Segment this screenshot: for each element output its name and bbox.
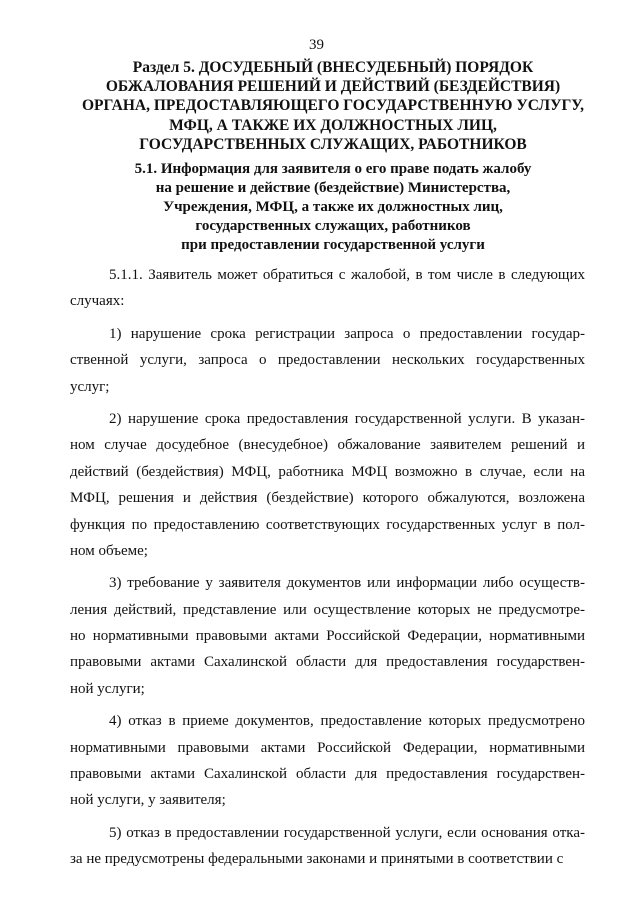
paragraph-line: за не предусмотрены федеральными законами и принятыми в соответствии с: [70, 851, 564, 868]
section-heading-line: ОБЖАЛОВАНИЯ РЕШЕНИЙ И ДЕЙСТВИЙ (БЕЗДЕЙСТВИЯ): [105, 78, 561, 96]
section-heading-line: Раздел 5. ДОСУДЕБНЫЙ (ВНЕСУДЕБНЫЙ) ПОРЯДОК: [132, 59, 534, 76]
subsection-heading-line: на решение и действие (бездействие) Министерства,: [155, 180, 511, 196]
section-heading-line: ОРГАНА, ПРЕДОСТАВЛЯЮЩЕГО ГОСУДАРСТВЕННУЮ УСЛУГУ,: [81, 97, 585, 115]
paragraph-line: случаях:: [70, 293, 125, 310]
document-body: [70, 262, 585, 873]
paragraph-line: правовыми актами Сахалинской области для предоставления государствен-: [70, 654, 585, 671]
paragraph: [70, 262, 585, 315]
paragraph-line: 1) нарушение срока регистрации запроса о предоставлении государ-: [109, 325, 585, 342]
paragraph-line: 3) требование у заявителя документов или информации либо осуществ-: [109, 575, 585, 592]
subsection-heading-line: при предоставлении государственной услуги: [181, 237, 485, 253]
section-heading-line: ГОСУДАРСТВЕННЫХ СЛУЖАЩИХ, РАБОТНИКОВ: [139, 135, 527, 153]
subsection-heading: [80, 160, 586, 255]
subsection-heading-line: 5.1. Информация для заявителя о его праве подать жалобу: [134, 161, 532, 177]
paragraph-line: ном случае досудебное (внесудебное) обжалование заявителем решений и: [70, 437, 585, 454]
paragraph: [70, 570, 585, 702]
subsection-heading-line: Учреждения, МФЦ, а также их должностных лиц,: [163, 199, 503, 215]
subsection-heading-line: государственных служащих, работников: [195, 218, 471, 234]
paragraph: [70, 321, 585, 400]
paragraph-line: ления действий, представление или осуществление которых не предусмотре-: [70, 601, 585, 618]
page-number: 39: [309, 37, 324, 53]
paragraph-line: правовыми актами Сахалинской области для предоставления государствен-: [70, 766, 585, 783]
paragraph-line: функция по предоставлению соответствующих государственных услуг в пол-: [70, 516, 585, 533]
section-heading: [60, 58, 606, 154]
paragraph-line: 2) нарушение срока предоставления государственной услуги. В указан-: [109, 410, 585, 427]
paragraph-line: 5.1.1. Заявитель может обратиться с жалобой, в том числе в следующих: [109, 267, 585, 283]
paragraph: [70, 708, 585, 814]
paragraph-line: ственной услуги, запроса о предоставлении нескольких государственных: [70, 352, 585, 369]
paragraph-line: ной услуги;: [70, 680, 145, 697]
paragraph-line: 5) отказ в предоставлении государственной услуги, если основания отка-: [109, 824, 585, 841]
paragraph-line: МФЦ, решения и действия (бездействие) которого обжалуются, возложена: [70, 490, 585, 507]
paragraph: [70, 406, 585, 564]
paragraph-line: ной услуги, у заявителя;: [70, 792, 226, 809]
paragraph-line: услуг;: [70, 378, 110, 395]
paragraph-line: 4) отказ в приеме документов, предоставление которых предусмотрено: [109, 713, 585, 730]
paragraph-line: действий (бездействия) МФЦ, работника МФЦ возможно в случае, если на: [70, 463, 585, 480]
section-heading-line: МФЦ, А ТАКЖЕ ИХ ДОЛЖНОСТНЫХ ЛИЦ,: [169, 116, 497, 134]
paragraph: [70, 820, 585, 873]
paragraph-line: ном объеме;: [70, 542, 148, 559]
paragraph-line: но нормативными правовыми актами Российской Федерации, нормативными: [70, 628, 585, 645]
paragraph-line: нормативными правовыми актами Российской Федерации, нормативными: [70, 739, 585, 756]
